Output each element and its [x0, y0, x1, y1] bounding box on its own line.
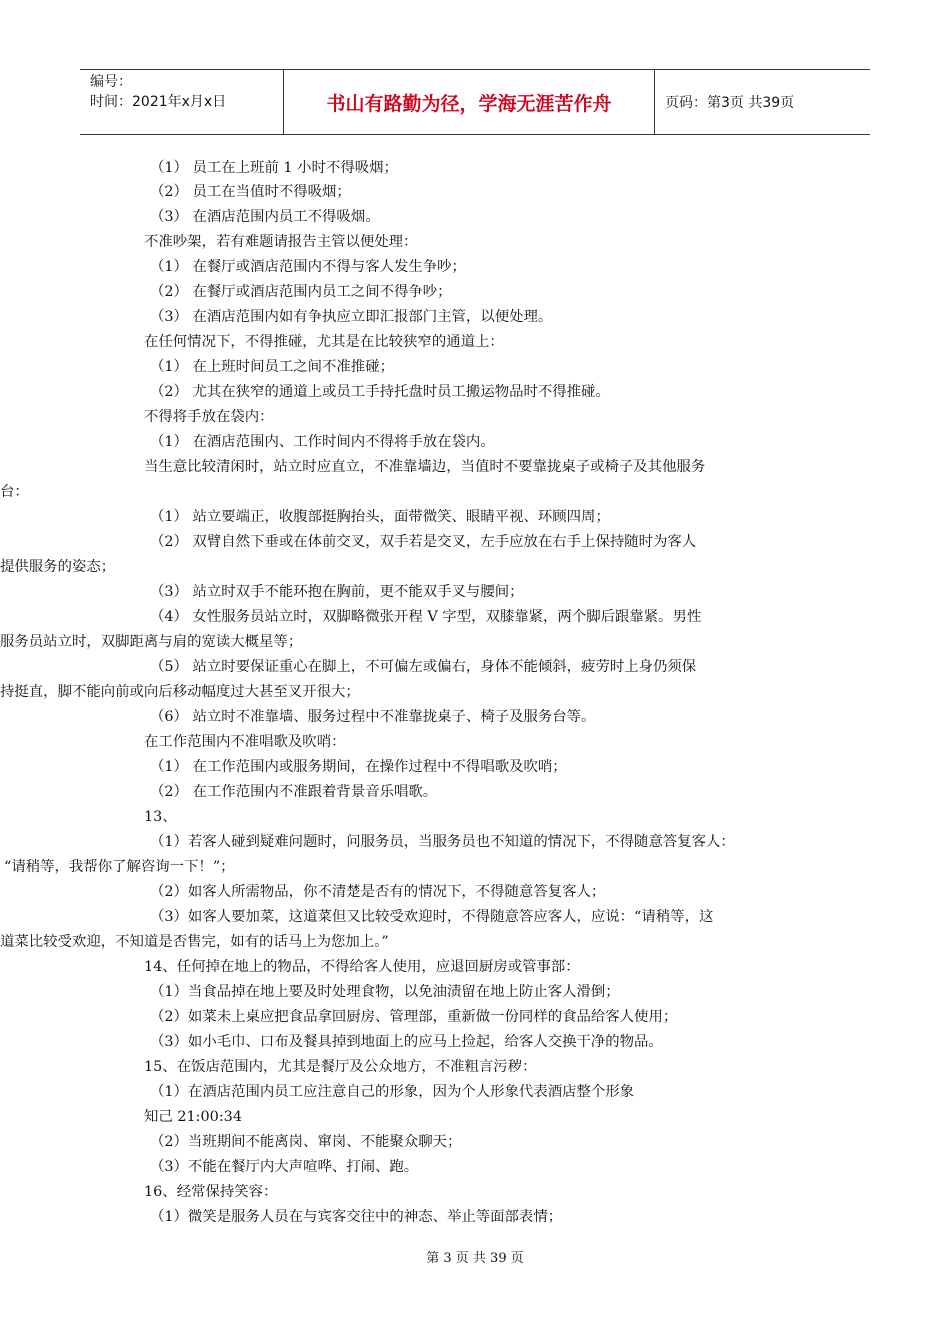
text-line: “请稍等，我帮你了解咨询一下！”；: [4, 859, 235, 875]
text-line: 当生意比较清闲时，站立时应直立，不准靠墙边，当值时不要靠拢桌子或椅子及其他服务: [144, 459, 706, 475]
doc-time: 时间：2021年x月x日: [90, 94, 227, 110]
text-line: （1） 在工作范围内或服务期间，在操作过程中不得唱歌及吹哨；: [150, 759, 567, 775]
text-line: 不准吵架，若有难题请报告主管以便处理：: [144, 234, 418, 250]
text-line: （3）不能在餐厅内大声喧哗、打闹、跑。: [150, 1159, 419, 1175]
text-line: 提供服务的姿态；: [0, 559, 116, 575]
header-page-info: [655, 70, 870, 134]
page-info: 页码：第3页 共39页: [665, 95, 795, 111]
text-line: （3） 站立时双手不能环抱在胸前，更不能双手叉与腰间；: [150, 584, 524, 600]
text-line: （2）如客人所需物品，你不清楚是否有的情况下，不得随意答复客人；: [150, 884, 606, 900]
text-line: 服务员站立时，双脚距离与肩的宽读大概星等；: [0, 634, 303, 650]
header-meta: [80, 70, 283, 134]
text-line: （5） 站立时要保证重心在脚上，不可偏左或偏右，身体不能倾斜，疲劳时上身仍须保: [150, 659, 697, 675]
text-line: （2） 双臂自然下垂或在体前交叉，双手若是交叉，左手应放在右手上保持随时为客人: [150, 534, 697, 550]
text-line: 台：: [0, 484, 29, 500]
text-line: （3）如客人要加菜，这道菜但又比较受欢迎时，不得随意答应客人，应说：“请稍等，这: [150, 909, 714, 925]
text-line: 持挺直，脚不能向前或向后移动幅度过大甚至叉开很大；: [0, 684, 360, 700]
text-line: （2）如菜未上桌应把食品拿回厨房、管理部，重新做一份同样的食品给客人使用；: [150, 1009, 678, 1025]
text-line: 13、: [144, 809, 177, 825]
text-line: 道菜比较受欢迎，不知道是否售完，如有的话马上为您加上。”: [0, 934, 389, 950]
text-line: （3） 在酒店范围内员工不得吸烟。: [150, 209, 380, 225]
header-motto-cell: [283, 70, 655, 134]
text-line: （2） 员工在当值时不得吸烟；: [150, 184, 351, 200]
text-line: （4） 女性服务员站立时，双脚略微张开程 V 字型，双膝靠紧，两个脚后跟靠紧。男性: [150, 609, 702, 625]
text-line: （1）当食品掉在地上要及时处理食物，以免油渍留在地上防止客人滑倒；: [150, 984, 620, 1000]
text-line: （2） 在餐厅或酒店范围内员工之间不得争吵；: [150, 284, 452, 300]
text-line: 在工作范围内不准唱歌及吹哨：: [144, 734, 346, 750]
doc-number: 编号：: [90, 74, 132, 90]
text-line: （2） 尤其在狭窄的通道上或员工手持托盘时员工搬运物品时不得推碰。: [150, 384, 610, 400]
text-line: （1）在酒店范围内员工应注意自己的形象，因为个人形象代表酒店整个形象: [150, 1084, 635, 1100]
text-line: 知己 21:00:34: [144, 1109, 242, 1125]
text-line: （1） 员工在上班前 1 小时不得吸烟；: [150, 160, 398, 176]
text-line: 不得将手放在袋内：: [144, 409, 274, 425]
page-footer: [0, 1247, 950, 1266]
text-line: （1）若客人碰到疑难问题时，问服务员，当服务员也不知道的情况下，不得随意答复客人：: [150, 834, 735, 850]
footer-page-label: 第 3 页 共 39 页: [426, 1251, 524, 1266]
text-line: 14、任何掉在地上的物品，不得给客人使用，应退回厨房或管事部：: [144, 959, 580, 975]
text-line: （2） 在工作范围内不准跟着背景音乐唱歌。: [150, 784, 438, 800]
motto: 书山有路勤为径，学海无涯苦作舟: [326, 92, 612, 115]
text-line: （1） 在上班时间员工之间不准推碰；: [150, 359, 394, 375]
text-line: 在任何情况下，不得推碰，尤其是在比较狭窄的通道上：: [144, 334, 504, 350]
text-line: （1） 在酒店范围内、工作时间内不得将手放在袋内。: [150, 434, 495, 450]
text-line: （1） 站立要端正，收腹部挺胸抬头，面带微笑、眼睛平视、环顾四周；: [150, 509, 610, 525]
page-header: [80, 69, 870, 135]
text-line: （1） 在餐厅或酒店范围内不得与客人发生争吵；: [150, 259, 466, 275]
text-line: 16、经常保持笑容：: [144, 1184, 278, 1200]
text-line: （3） 在酒店范围内如有争执应立即汇报部门主管，以便处理。: [150, 309, 553, 325]
text-line: （1）微笑是服务人员在与宾客交往中的神态、举止等面部表情；: [150, 1209, 563, 1225]
text-line: 15、在饭店范围内，尤其是餐厅及公众地方，不准粗言污秽：: [144, 1059, 537, 1075]
text-line: （3）如小毛巾、口布及餐具掉到地面上的应马上捡起，给客人交换干净的物品。: [150, 1034, 663, 1050]
text-line: （2）当班期间不能离岗、窜岗、不能聚众聊天；: [150, 1134, 462, 1150]
text-line: （6） 站立时不准靠墙、服务过程中不准靠拢桌子、椅子及服务台等。: [150, 709, 596, 725]
